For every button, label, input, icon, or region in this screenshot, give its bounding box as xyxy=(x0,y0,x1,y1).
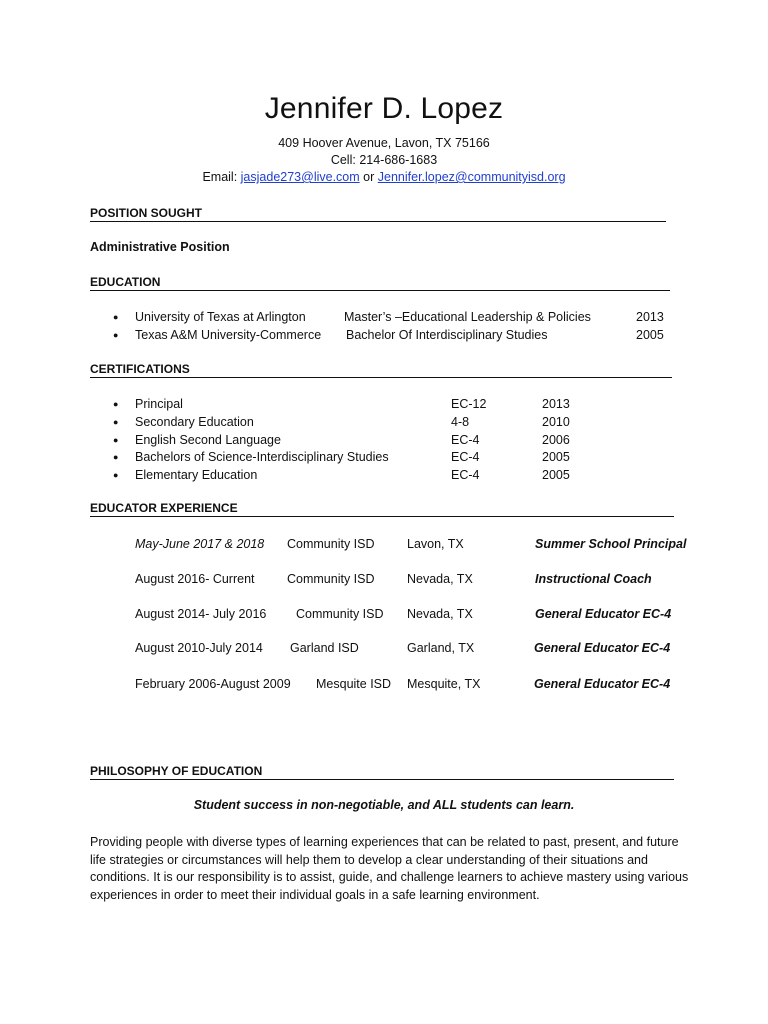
cert-name: Principal xyxy=(135,397,183,411)
bullet-icon: ● xyxy=(113,399,119,409)
experience-location: Lavon, TX xyxy=(407,537,464,551)
cert-name: English Second Language xyxy=(135,433,281,447)
philosophy-motto: Student success in non-negotiable, and ALL students can learn. xyxy=(193,798,575,812)
bullet-icon: ● xyxy=(113,470,119,480)
bullet-icon: ● xyxy=(113,417,119,427)
address: 409 Hoover Avenue, Lavon, TX 75166 xyxy=(278,136,490,150)
experience-role: General Educator EC-4 xyxy=(534,677,671,691)
cert-level: EC-4 xyxy=(451,468,480,482)
cert-year: 2005 xyxy=(542,450,570,464)
bullet-icon: ● xyxy=(113,435,119,445)
experience-district: Mesquite ISD xyxy=(316,677,392,691)
cert-name: Secondary Education xyxy=(135,415,254,429)
experience-location: Nevada, TX xyxy=(407,607,473,621)
experience-district: Community ISD xyxy=(296,607,384,621)
email-link-work[interactable]: Jennifer.lopez@communityisd.org xyxy=(377,170,566,184)
email-line xyxy=(0,170,768,184)
experience-dates: August 2010-July 2014 xyxy=(135,641,263,655)
experience-district: Community ISD xyxy=(287,537,375,551)
email-separator: or xyxy=(363,170,375,184)
email-label: Email: xyxy=(202,170,238,184)
section-heading-experience: EDUCATOR EXPERIENCE xyxy=(90,501,674,517)
section-heading-philosophy: PHILOSOPHY OF EDUCATION xyxy=(90,764,674,780)
section-heading-education: EDUCATION xyxy=(90,275,670,291)
cert-year: 2006 xyxy=(542,433,570,447)
cert-year: 2005 xyxy=(542,468,570,482)
cell-number: 214-686-1683 xyxy=(359,153,438,167)
cert-level: 4-8 xyxy=(451,415,470,429)
cert-year: 2010 xyxy=(542,415,570,429)
cert-level: EC-12 xyxy=(451,397,487,411)
experience-dates: February 2006-August 2009 xyxy=(135,677,291,691)
education-degree: Bachelor Of Interdisciplinary Studies xyxy=(346,328,548,342)
experience-dates: August 2014- July 2016 xyxy=(135,607,267,621)
philosophy-paragraph: Providing people with diverse types of learning experiences that can be related to past, present, and future life strategies or circumstances will help them to develop a clear understanding of their situations and conditions. It is our responsibility is to assist, guide, and challenge learners to achieve mastery using various experiences in order to meet their individual goals in a safe learning environment. xyxy=(90,835,689,902)
experience-location: Nevada, TX xyxy=(407,572,473,586)
email-link-personal[interactable]: jasjade273@live.com xyxy=(240,170,360,184)
experience-district: Garland ISD xyxy=(290,641,359,655)
cert-level: EC-4 xyxy=(451,450,480,464)
experience-role: General Educator EC-4 xyxy=(535,607,672,621)
experience-role: General Educator EC-4 xyxy=(534,641,671,655)
cell-label: Cell: xyxy=(330,153,356,167)
experience-location: Mesquite, TX xyxy=(407,677,481,691)
experience-district: Community ISD xyxy=(287,572,375,586)
cert-name: Elementary Education xyxy=(135,468,258,482)
education-degree: Master’s –Educational Leadership & Policies xyxy=(344,310,591,324)
experience-role: Instructional Coach xyxy=(535,572,652,586)
cert-level: EC-4 xyxy=(451,433,480,447)
experience-dates: May-June 2017 & 2018 xyxy=(135,537,265,551)
section-heading-position: POSITION SOUGHT xyxy=(90,206,666,222)
experience-location: Garland, TX xyxy=(407,641,475,655)
experience-dates: August 2016- Current xyxy=(135,572,255,586)
bullet-icon: ● xyxy=(113,312,119,322)
cert-year: 2013 xyxy=(542,397,570,411)
candidate-name: Jennifer D. Lopez xyxy=(264,92,504,125)
section-heading-certifications: CERTIFICATIONS xyxy=(90,362,672,378)
cert-name: Bachelors of Science-Interdisciplinary Studies xyxy=(135,450,389,464)
cell-line xyxy=(0,153,768,167)
education-year: 2013 xyxy=(636,310,664,324)
position-value: Administrative Position xyxy=(90,240,230,254)
education-year: 2005 xyxy=(636,328,664,342)
education-school: University of Texas at Arlington xyxy=(135,310,306,324)
education-school: Texas A&M University-Commerce xyxy=(135,328,322,342)
experience-role: Summer School Principal xyxy=(535,537,687,551)
bullet-icon: ● xyxy=(113,330,119,340)
bullet-icon: ● xyxy=(113,452,119,462)
